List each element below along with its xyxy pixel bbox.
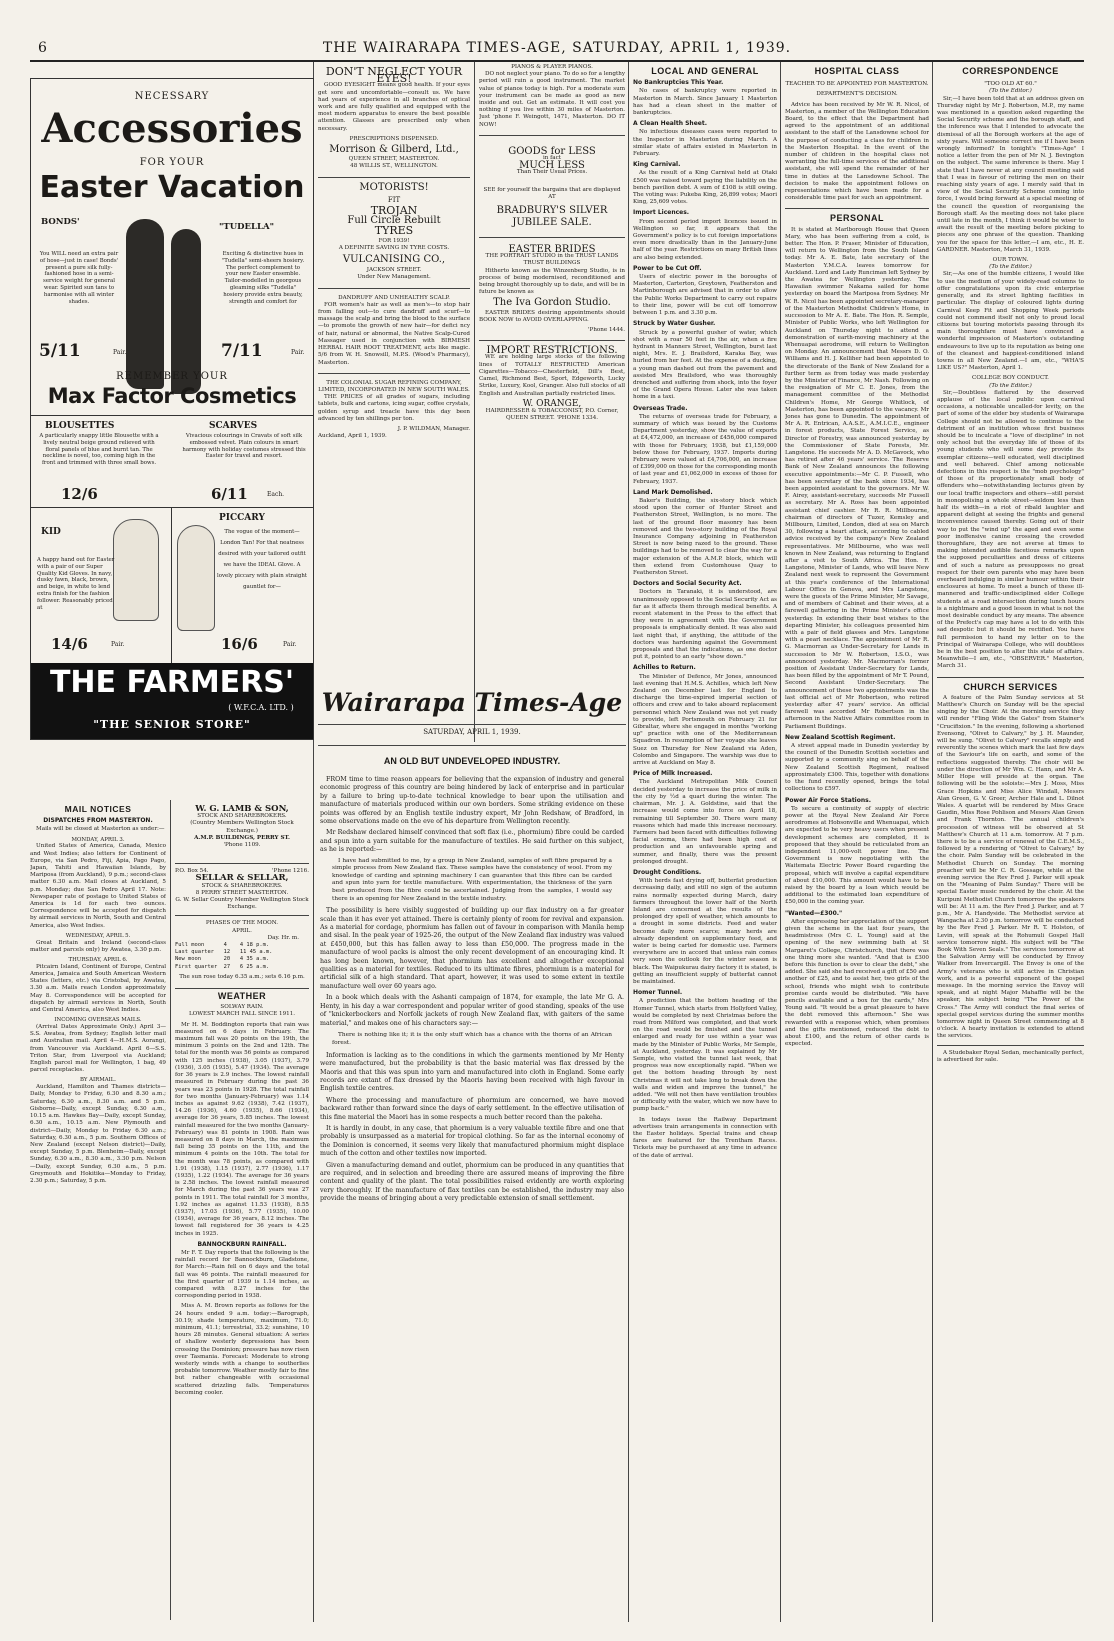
column-rule — [780, 62, 781, 1622]
personal-title: PERSONAL — [829, 213, 884, 224]
item-heading: Achilles to Return. — [633, 664, 696, 672]
letter-heading: OUR TOWN. — [992, 257, 1029, 264]
item-heading: Price of Milk Increased. — [633, 770, 713, 778]
mail-text: Great Britain and Ireland (second-class matter and parcels only) by Awatea, 3.30 p.m. — [30, 939, 166, 953]
church-title: CHURCH SERVICES — [963, 681, 1058, 692]
brokers-weather-column — [175, 802, 309, 1622]
bradbury-sale: BRADBURY'S SILVER JUBILEE SALE. — [496, 205, 608, 229]
lamb-phone: 'Phone 1109. — [223, 842, 261, 849]
stocking-leg-image — [171, 229, 201, 394]
editorial-body — [320, 776, 624, 1622]
mail-text: United States of America, Canada, Mexico and West Indies; also letters for Continent of Europe, via San Pedro, Fiji, Apia, Pago Pago, Japan, Tahiti and Hawaiian Islands, by Mariposa (from Auckland), 9 p.m.; second-class matter 6.30 a.m. Mail closes at Auckland, 5 p.m. Monday; due San Pedro April 17. Note: Newspaper rate of postage to United States of America is 1d for each two ounces. Correspondence will be accepted for dispatch by airmail services in North, South and Central America, also West Indies. — [30, 843, 166, 929]
moon-month: APRIL. — [232, 927, 252, 934]
weather-head2: LOWEST MARCH FALL SINCE 1911. — [188, 1011, 296, 1018]
editorial-paragraph: Information is lacking as to the conditions in which the garments mentioned by Mr Henty were manufactured, but the probability is that the basic material was flax dressed by the Maoris and that this was spun into yarn and manufactured into cloth in England. Some early records are extant of flax dressed by the Maoris having been received with high favour in English textile centres. — [320, 1051, 624, 1093]
scarves-heading: SCARVES — [209, 421, 258, 431]
price-unit: Pair. — [113, 349, 127, 356]
sellar-box: P.O. Box 54. — [175, 868, 209, 875]
item-heading: Overseas Trade. — [633, 404, 688, 412]
brides-text: Hitherto known as the Winzenberg Studio, is in process of being modernised, reconditioned and being brought thoroughly up to date, and will be in future be known as — [479, 267, 625, 296]
ad-accessories-title: Accessories — [41, 105, 303, 152]
letter-text: Sir,—I have been told that at an address given on Thursday night by Mr J. Robertson, M.P., my name was mentioned in a question asked regarding the Social Security scheme and the borough staff, and the inference was that I intended to advocate the dismissal of all the Borough workers at the age of sixty years. Will someone correct me if I have been wrongly informed? In tonight's "Times-Age" I notice a letter from the pen of Mr N. J. Bevington on the subject. The same inference is there. May I state that I have never at any council meeting said that I was in favour of retiring the men on their reaching sixty years of age. I merely said that in view of the Social Security Scheme coming into force, I would bring forward at a special meeting of the council the question of reorganising the Borough staff. As the meeting does not take place until late in the month, I think it would be wiser to await the result of the meeting before picking to pieces any one phrase of the question. Thanking you for the space for this letter,—I am, etc., H. E. GARDNER. Masterton, March 31, 1939. — [937, 95, 1084, 253]
fit-text: FIT — [387, 195, 401, 204]
weather-sub: SOLWAY RAIN. — [220, 1004, 264, 1011]
than-usual-text: Than Their Usual Prices. — [516, 169, 588, 176]
letter-text: Sir,—Doubtless flattered by the deserved applause of the local public upon carnival occasions, a noticeable uncalled-for levity, on the part of some of the elder boy students of Wairarapa College should not be allowed to continue to the detriment of an institution whose first business should be to inculcate a "love of discipline" in not only school but the everyday life of those of its young students who will some day provide its exemplar citizens—well educated, well disciplined and well behaved. Chief among noticeable defections in this respect is the "mob psychology" of those of its proportionately small body of offenders who—notwithstanding lectures given by our local traffic inspectors and others—still persist in monopolising a whole street—seldom less than half its width—in a riot of ribald laughter and apparent delight at seeing the frights and general inconvenience caused thereby. Going out of their way to put the "wind up" the aged and even some poor inoffensive canine crossing the crowded thoroughfare, they are not averse at times to making intended audible facetious remarks upon the supposed peculiarities and dress of citizens and of such a nature as presupposes no great respect for their own parents who may have been overheard indulging in similar humour within their enclosures at home. To meet a bunch of these ill-mannered and traffic-undisciplined elder College students at a road intersection during lunch hours is a nightmare and a good lesson in what is not the most desirable conduct by any means. The absence of the Prefect's cap may have a lot to do with this sad despotic but it should be rectified. You have full permission to hand my letter on to the Principal of Wairarapa College, who will doubtless be in the best position to alter this state of affairs. Meanwhile—I am, etc., "OBSERVER." Masterton, March 31. — [937, 389, 1084, 670]
editorial-headline: AN OLD BUT UNDEVELOPED INDUSTRY. — [383, 756, 561, 766]
editorial-paragraph: In a book which deals with the Ashanti campaign of 1874, for example, the late Mr G. A. Henty, in his day a war correspondent and popular writer of good standing, speaks of the use of "knickerbockers and Norfolk jackets of rough New Zealand flax, with gaiters of the same material," and makes one of his characters say:— — [320, 994, 624, 1027]
import-heading: IMPORT RESTRICTIONS. — [486, 345, 618, 357]
piano-heading: PIANOS & PLAYER PIANOS. — [511, 64, 593, 70]
divider — [171, 507, 172, 663]
item-heading: Struck by Water Gusher. — [633, 320, 716, 328]
farmers-wfca: ( W.F.C.A. LTD. ) — [228, 703, 294, 712]
tyres-text: TYRES — [374, 224, 414, 238]
morrison-queen-st: QUEEN STREET, MASTERTON. — [348, 156, 440, 163]
item-text: A prediction that the bottom heading of the Homer Tunnel, which starts from Hollyford Valley, would be completed by next Christmas before the road from Milford was completed, and that work on the road would be finished and the tunnel enlarged and ready for use within a year was made by the Minister of Public Works, Mr Semple, at Auckland, yesterday. It was explained by Mr Semple, who visited the tunnel last week, that progress was now exceptionally rapid. "When we get the bottom heading through by next Christmas it will not take long to break down the walls and widen and improve the tunnel," he added. "We will not then have ventilation troubles or difficulty with the water, which we now have to pump back." — [633, 998, 777, 1113]
blousettes-heading: BLOUSETTES — [45, 421, 115, 431]
ad-for-your: FOR YOUR — [139, 157, 205, 168]
jackson-street: JACKSON STREET. — [366, 267, 422, 274]
divider — [31, 415, 313, 416]
import-text: WE are holding large stocks of the following lines of TOTALLY RESTRICTED American Cigarettes—Tobacco—Chesterfield, Dill's Best, Camel, Richmond Best, Sport, Edgeworth, Lucky Strike, Luxury, Kool, Granger. Also full stocks of all English and Australian partially restricted lines. — [479, 354, 625, 397]
item-text: Users of electric power in the boroughs of Masterton, Carterton, Greytown, Featherston and Martinborough are advised that in order to allow the Public Works Department to carry out repairs to their line, power will be cut off tomorrow between 1 p.m. and 3.30 p.m. — [633, 274, 777, 317]
accessories-ad — [30, 78, 314, 740]
item-text: No cases of bankruptcy were reported in Masterton in March. Since January 1 Masterton has had a clean sheet in the matter of bankruptcies. — [633, 88, 777, 117]
to-editor: (To the Editor.) — [989, 382, 1032, 389]
price-unit: Each. — [267, 491, 285, 498]
item-heading: Drought Conditions. — [633, 868, 702, 876]
piano-text: DO not neglect your piano. To do so for a lengthy period will ruin a good instrument. The market value of pianos today is high. For a moderate sum your instrument can be made as good as new inside and out. Get an estimate. It will cost you nothing if you live within 30 miles of Masterton. Just 'phone F. Weingott, 1471, Masterton. DO IT NOW! — [479, 71, 625, 128]
item-text: From second period import licences issued in Wellington so far, it appears that the Government's policy is to cut foreign importations even more drastically than in the January-June half of the year. Restrictions on many British lines are also being extended. — [633, 218, 777, 261]
mail-day-heading: WEDNESDAY, APRIL 5. — [65, 932, 131, 939]
moon-row: First quarter 27 6 25 a.m. — [175, 963, 270, 970]
morrison-name: Morrison & Gilberd, Ltd., — [329, 144, 459, 156]
hospital-personal-column — [785, 64, 929, 1622]
lamb-title: W. G. LAMB & SON, — [195, 804, 289, 814]
sellar-sub: STOCK & SHAREBROKERS. — [201, 882, 283, 889]
mail-day-heading: MONDAY, APRIL 3. — [71, 836, 125, 843]
sugar-signature: J. P. WILDMAN, Manager. — [397, 425, 470, 432]
orange-sub: HAIRDRESSER & TOBACCONIST, P.O. Corner, QUEEN STREET. 'PHONE 1334. — [485, 407, 619, 422]
sugar-heading: THE COLONIAL SUGAR REFINING COMPANY, LIMITED, INCORPORATED IN NEW SOUTH WALES. — [318, 379, 470, 393]
ads-column-3 — [318, 64, 470, 742]
see-yourself-text: SEE for yourself the bargains that are displayed — [483, 186, 621, 193]
column-rule — [170, 800, 171, 1620]
item-heading: Homer Tunnel. — [633, 989, 683, 997]
tudella-description: Exciting & distinctive hues in "Tudella" semi-sheers hosiery. The perfect complement to your new Easter ensemble. Tailor-modelled in georgous gleaming silks "Tudella" hosiery provide extra beauty, strength and comfort for — [221, 251, 305, 305]
iva-gordon-studio: The Iva Gordon Studio. — [493, 297, 611, 309]
item-text: Baker's Building, the six-story block which stood upon the corner of Hunter Street and Featherston Street, Wellington, is no more. The last of the ground floor masonry has been removed and the two-story building of the Royal Insurance Company adjoining in Featherston Street is now being razed to the ground. These buildings had to be removed to clear the way for a major extension of the A.M.P. block, which will then extend from Customhouse Quay to Featherston Street. — [633, 497, 777, 576]
orange-name: W. ORANGE, — [522, 398, 582, 409]
trojan-text: TROJAN — [370, 204, 418, 218]
tudella-price: 7/11 — [221, 341, 263, 361]
in-fact-text: in fact — [543, 155, 561, 162]
church-text: A feature of the Palm Sunday services at St Matthew's Church on Sunday will be the special singing by the Choir. At the morning service they will render "Fling Wide the Gates" from Stainer's "Crucifixion." In the evening, following a shortened Evensong, "Olivet to Calvary," by J. H. Maunder, will be sung. "Olivet to Calvary" recalls simply and reverently the scenes which mark the last few days of the Saviour's life on earth, and some of the reflections suggested thereby. The choir will be under the direction of Mr Wm. C. Hann, and Mr A. Miller Hope will preside at the organ. The following will be the soloists:—Mrs J. Moss, Miss Grace Hopkins and Miss Alice Windall, Messrs Alan Green, G. V. Greer, Archer Hale and L. Dilnot Wales. A quartet will be rendered by Miss Grace Gaudin, Miss Rose Pohlison and Messrs Alan Green and Frank Thornton. The annual children's procession of witness will be observed at St Matthew's Church at 11 a.m. tomorrow. At 7 p.m. there is to be a service of renewal of the C.E.M.S., followed by a rendering of "Olivet to Calvary," by the choir. Palm Sunday will be celebrated in the Methodist Church on Sunday. The morning preacher will be Mr C. R. Gossage, while at the evening service the Rev Fred J. Parker will speak on the "Meaning of Palm Sunday." There will be special Easter music rendered by the choir. At the Kuripuni Methodist Church tomorrow the speakers will be: At 11 a.m. the Rev Fred J. Parker, and at 7 p.m., Mr A. Handyside. The Methodist service at Wangacha at 2.30 p.m. tomorrow will be conducted by the Rev Fred J. Parker. Mr R. T. Holston, of Levin, will speak at the Rohumuli Gospel Hall service tomorrow night. His subject will be "The Book With Seven Seals." The services tomorrow at the Salvation Army will be conducted by Envoy Walker from Invercargill. The Envoy is one of the Army's veterans who is still active in Christian work, and is a powerful exponent of the gospel message. In the morning service the Envoy will speak, and at night Major Mahaffie will be the speaker, his subject being "The Power of the Cross." The Army will conduct the final series of special gospel services during the summer months tomorrow night in Queen Street commencing at 8 o'clock. A hearty invitation is extended to attend the services. — [937, 694, 1084, 1040]
scarves-price: 6/11 — [211, 485, 248, 503]
blousettes-price: 12/6 — [61, 485, 98, 503]
max-factor-title: Max Factor Cosmetics — [47, 384, 297, 408]
scarves-description: Vivacious colourings in Cravats of soft silk embossed velvet. Plain colours in smart harmony with holiday costumes stressed this Easter for travel and resort. — [182, 433, 306, 460]
item-text: With herds fast drying off, butterfat production decreasing daily, and still no sign of the autumn rains normally expected during March, dairy farmers throughout the lower half of the North Island are concerned at the results of the prolonged dry spell of weather, which amounts to a drought in some districts. Feed and water become daily more scarce; many herds are already dependent on supplementary feed, and water is being carted for domestic use. Farmers everywhere are in accord that unless rain comes very soon the outlook for the winter season is black. The Waipukurau dairy factory it is stated, is getting an insufficient supply of butterfat cannot be maintained. — [633, 878, 777, 985]
item-text: The returns of overseas trade for February, a summary of which was issued by the Customs Department yesterday, show the value of exports at £4,472,000, an increase of £456,000 compared with those for February, 1938, but £1,159,000 below those for February, 1937. Imports during February were valued at £4,706,000, an increase of £399,000 on those for the corresponding month of last year and £1,062,000 in excess of those for February, 1937. — [633, 413, 777, 485]
much-less-text: MUCH LESS — [519, 160, 585, 172]
lamb-address: A.M.P. BUILDINGS, PERRY ST. — [194, 834, 290, 841]
wanted-heading: "Wanted—£300." — [785, 909, 843, 917]
piccary-price: 16/6 — [221, 635, 258, 653]
for-1939-text: FOR 1939! — [378, 237, 410, 244]
local-general-title: LOCAL AND GENERAL — [651, 66, 759, 76]
newspaper-nameplate: Wairarapa Times-Age — [321, 688, 623, 717]
mail-text: (Arrival Dates Approximate Only.) April 3—S.S. Awatea, from Sydney; English letter mail and Australian mail. April 4—H.M.S. Aorangi, from Vancouver via Auckland. April 6—S.S. Triton Star, from Liverpool via Auckland; English parcel mail for Wellington, 1 bag, 49 parcel receptacles. — [30, 1024, 166, 1074]
nameplate-block — [318, 684, 626, 744]
sun-times: The sun rose today 6.35 a.m.; sets 6.16 p.m. — [179, 973, 305, 980]
mail-text: Auckland, Hamilton and Thames districts—Daily, Monday to Friday, 6.30 and 8.30 a.m.; Saturday, 6.30 a.m., 8.30 a.m. and 5 p.m. Gisborne—Daily, except Sunday, 6.30 a.m., 10.15 a.m. Hawkes Bay—Daily, except Sunday, 6.30 a.m., 10.15 a.m. New Plymouth and district—Daily, Monday to Friday 6.30 a.m.; Saturday, 6.30 a.m., 5 p.m. Southern Offices of New Zealand (except Nelson district)—Daily, except Sunday, 5 p.m. Blenheim—Daily, except Sunday, 6.30 a.m., 8.30 a.m., 3.30 p.m. Nelson—Daily, except Sunday, 6.30 a.m., 5 p.m. Greymouth and Hokitika—Monday to Friday, 2.30 p.m.; Saturday, 5 p.m. — [30, 1084, 166, 1184]
farmers-banner — [31, 663, 313, 739]
motorists-heading: MOTORISTS! — [359, 181, 429, 193]
mail-text: Mails will be closed at Masterton as under:— — [36, 826, 165, 833]
letter-text: Sir,—As one of the humble citizens, I would like to use the medium of your widely-read columns to offer congratulations upon its civic enterprise generally, and its street lighting facilities in particular. The display of coloured lights during Carnival Keep Fit and Shopping Week periods could not commend itself not only to proud local citizens but touring motorists passing through its main thoroughfare must have convinced a wonderful impression of Masterton's outstanding endeavours to live up to its reputation as being one of the cleanest and happiest-conditioned inland towns in all New Zealand.—I am, etc., "WHA'S LIKE US?" Masterton, April 1. — [937, 271, 1084, 372]
editorial-paragraph: The possibility is here visibly suggested of building up our flax industry on a far greater scale than it has ever yet attained. There is certainly plenty of room for revival and expansion. As a material for cordage, phormium has fallen out of favour in comparison with Manila hemp and sisal. In the peak year of 1925-26, the output of the New Zealand flax industry was valued at £450,000, but this has fallen away to less than £50,000. The progress made in the manufacture of wool packs is almost the only recent development of an encouraging kind. It has long been known, however, that phormium has excellent and altogether exceptional qualities as a material for textiles. Reduced to its ultimate fibres, phormium is a material for artificial silk of a high standard. That apart, however, it was used to some extent in textile manufacture well over 60 years ago. — [320, 907, 624, 990]
vulcanising-name: VULCANISING CO., — [342, 254, 446, 266]
sellar-address: 8 PERRY STREET MASTERTON. — [195, 889, 289, 896]
moon-column-head: Day. Hr. m. — [267, 934, 299, 941]
column-rule — [628, 62, 629, 1622]
sellar-title: SELLAR & SELLAR, — [195, 873, 289, 884]
page-number: 6 — [38, 40, 47, 56]
hospital-title: HOSPITAL CLASS — [814, 66, 900, 76]
ad-easter-title: Easter Vacation — [39, 170, 305, 205]
item-text: As the result of a King Carnival held at Otaki £500 was raised toward paying the liability on the bench pavilion debt. A sum of £108 is still owing. The voting was: Pukeba King, 26,899 votes; Maori King, 25,609 votes. — [633, 170, 777, 206]
item-text: In todays issue the Railway Department advertises train arrangements in connection with the Easter holidays. Special trains and cheap fares are featured for the Trentham Races. Tickets may be purchased at any time in advance of the date of arrival. — [633, 1116, 777, 1159]
column-rule — [474, 62, 475, 742]
ad-necessary: NECESSARY — [134, 91, 210, 102]
editorial-paragraph: Where the processing and manufacture of phormium are concerned, we have moved backward rather than forward since the days of early settlement. In the effective utilisation of this fine material the Maori has in some respects a much better record than the pakeha. — [320, 1096, 624, 1121]
hospital-sub: TEACHER TO BE APPOINTED FOR MASTERTON. — [785, 81, 929, 88]
wanted-text: After expressing her appreciation of the support given the scheme in the last four years, the headmistress (Mrs C. L. Young) said at the opening of the new swimming bath at St Margaret's College, Christchurch, that there was one thing more she wanted. "And that is £300 before this function is over to clear the debt," she added. She said she had received a gift of £50 and another of £25, and to assist her, two girls of the school, friends who might wish to contribute promise cards would be distributed. "We have pencils available and a box for the cards," Mrs Young said. "It would be a great pleasure to have the debt removed this afternoon." She was rewarded with a response which, when promises and the gifts mentioned, reduced the debt to about £100, and the return of other cards is expected. — [785, 918, 929, 1048]
kid-heading: KID — [41, 527, 61, 537]
divider — [318, 745, 626, 746]
letter-heading: "TOO OLD AT 60." — [984, 81, 1037, 88]
airforce-text: To secure a continuity of supply of electric power at the Royal New Zealand Air Force aerodromes at Hobsonville and Whenuapai, which are expected to be very heavy users when present development schemes are completed, it is proposed that they should be reticulated from an independent 11,000-volt power line. The Government is now negotiating with the Waitemata Electric Power Board regarding the proposal, which will involve a capital expenditure of about £10,000. This amount would have to be raised by the board by a loan which would be additional to the estimated loan expenditure of £50,000 in the coming year. — [785, 805, 929, 906]
stocking-leg-image — [126, 219, 164, 389]
weather-text: Mr H. M. Boddington reports that rain was measured on 6 days in February. The maximum fall was 20 points on the 19th, the minimum 3 points on the 2nd and 12th. The total for the month was 56 points as compared with 125 inches (1938), 3.05 (1937), 3.79 (1936), 3.05 (1935), 5.47 (1934). The average for 36 years is 2.9 inches. The lowest rainfall measured in February during the past 36 years was 23 points in 1928. The total rainfall for two months (January-February) was 1.14 inches as against 9.62 (1938), 7.42 (1937), 14.26 (1936), 4.60 (1935), 8.66 (1934), average for 36 years, 5.85 inches. The lowest rainfall measured for the two months (January-February) was 81 points in 1908. Rain was measured on 8 days in March, the maximum fall being 35 points on the 11th, and the minimum 4 points on the 10th. The total for the month was 78 points, as compared with 1.91 (1938), 1.15 (1937), 2.77 (1936), 1.17 (1935), 1.22 (1934). The average for 36 years is 2.58 inches. The lowest rainfall measured for March during the past 36 years was 27 points in 1911. The total rainfall for 3 months, 1.92 inches as against 11.53 (1938), 8.55 (1937), 17.03 (1936), 5.77 (1935), 10.00 (1934), average for 36 years, 8.12 inches. The lowest fall registered for 36 years is 4.25 inches in 1925. — [175, 1021, 309, 1237]
goods-heading: GOODS for LESS — [508, 145, 596, 157]
brides-heading: EASTER BRIDES — [508, 244, 596, 256]
dominion-weather-text: Miss A. M. Brown reports as follows for the 24 hours ended 9 a.m. today:—Barograph, 30.19; shade temperature, maximum, 71.0; minimum, 41.1; terrestrial, 33.2; sunshine, 10 hours 28 minutes. General situation: A series of shallow westerly depressions has been crossing the Dominion; pressure has now risen over Tasmania. Forecast: Moderate to strong westerly winds with a change to southerlies probable tomorrow. Weather mostly fair to fine but rather changeable with occasional scattered drizzling falls. Temperatures becoming cooler. — [175, 1303, 309, 1396]
mail-day-heading: THURSDAY, APRIL 6. — [68, 957, 128, 964]
editorial-paragraph: Mr Redshaw declared himself convinced that soft flax (i.e., phormium) fibre could be carded and spun into a yarn suitable for the manufacture of textiles. He said further on this subject, as he is reported:— — [320, 829, 624, 854]
airforce-heading: Power Air Force Stations. — [785, 796, 871, 804]
editorial-quote: I have had submitted to me, by a group in New Zealand, samples of soft fibre prepared by a simple process from New Zealand flax. These samples have the consistency of wool. From my knowledge of carding and spinning machinery I can guarantee that this fibre can be carded and spun into yarn for textile manufacture. With experimentation, the thickness of the yarn best produced from the fibre could be ascertained. Judging from the samples, I would say there is an opening for New Zealand in the textile industry. — [332, 857, 612, 902]
item-heading: No Bankruptcies This Year. — [633, 79, 724, 87]
moon-row: Full moon 4 4 18 p.m. — [175, 942, 270, 949]
price-unit: Pair. — [291, 349, 305, 356]
hospital-sub2: DEPARTMENT'S DECISION. — [816, 91, 898, 98]
moon-row: Last quarter 12 11 45 a.m. — [175, 949, 273, 956]
sugar-text: THE PRICES of all grades of sugars, including tablets, bulk and cartons, icing sugar, coffee crystals, golden syrup and treacle have this day been advanced by ten shillings per ton. — [318, 394, 470, 422]
divider — [31, 507, 313, 508]
editorial-quote: There is nothing like it; it is the only stuff which has a chance with the thorns of an African forest. — [332, 1031, 612, 1047]
farmers-slogan: "THE SENIOR STORE" — [93, 718, 251, 731]
column-rule — [932, 62, 933, 1622]
price-unit: Pair. — [111, 641, 125, 648]
item-heading: A Clean Health Sheet. — [633, 120, 707, 128]
tudella-heading: "TUDELLA" — [219, 222, 274, 232]
item-text: Doctors in Taranaki, it is understood, are unanimously opposed to the Social Security Act as far as it affects them through medical benefits. A recent statement in the Press to the effect that they were in agreement with the Government proposals is emphatically denied. It was also said last night that, if anything, the attitude of the doctors was hardening against the Government proposals and that the indications, as one doctor put it, pointed to an early "show down." — [633, 589, 777, 661]
piccary-description: The vogue of the moment—London Tan! For that neatness desired with your tailored outfit we have the IDEAL Glove. A lovely piccary with plain straight gauntlet for— — [217, 529, 307, 590]
at-text: AT — [548, 193, 556, 200]
to-editor: (To the Editor.) — [989, 264, 1032, 271]
studio-phone: 'Phone 1444. — [588, 327, 625, 334]
remember-text: REMEMBER YOUR — [116, 371, 228, 382]
moon-row: New moon 20 4 35 a.m. — [175, 956, 270, 963]
brides-sub: THE PORTRAIT STUDIO in the TRUST LANDS TRUST BUILDINGS — [485, 253, 619, 267]
glove-image — [113, 519, 159, 621]
paper-date: SATURDAY, APRIL 1, 1939. — [318, 724, 626, 736]
correspondence-title: CORRESPONDENCE — [962, 66, 1059, 76]
item-heading: Land Mark Demolished. — [633, 488, 713, 496]
prescriptions-text: PRESCRIPTIONS DISPENSED. — [349, 135, 439, 142]
item-heading: Doctors and Social Security Act. — [633, 580, 742, 588]
bonds-heading: BONDS' — [41, 217, 80, 227]
masthead: THE WAIRARAPA TIMES-AGE, SATURDAY, APRIL 1, 1939. — [322, 40, 792, 56]
editorial-paragraph: FROM time to time reason appears for believing that the expansion of industry and general economic progress of this country are being hindered by lack of enterprise and in particular by a failure to bring up-to-date technical knowledge to bear upon the utilisation and manufacture of materials produced within our own borders. Some striking evidence on these points was offered by an English textile industry expert, Mr John Redshaw, of Bradford, in some observations made on the eve of his departure from Wellington recently. — [320, 776, 624, 826]
page-header — [30, 38, 1084, 62]
mail-day-heading: INCOMING OVERSEAS MAILS. — [54, 1017, 142, 1024]
to-editor: (To the Editor.) — [989, 88, 1032, 95]
mail-notices-column — [30, 802, 166, 1622]
item-text: The Auckland Metropolitan Milk Council decided yesterday to increase the price of milk in the city by ½d a quart during the winter. The chairman, Mr. J. A. Goldstine, said that the increase would come into force on April 18, remaining till September 30. There were many reasons which had made this increase necessary. Farmers had been faced with difficulties following facial eczema, there had been high cost of production and an unfavourable spring and summer, and finally, there was the present prolonged drought. — [633, 779, 777, 865]
bannockburn-text: Mr F. T. Day reports that the following is the rainfall record for Bannockburn, Gladstone, for March:—Rain fell on 6 days and the total fall was 46 points. The rainfall measured for the first quarter of 1939 is 1.14 inches, as compared with 8.27 inches for the corresponding period in 1938. — [175, 1249, 309, 1300]
farmers-name: THE FARMERS' — [49, 665, 295, 700]
morrison-willis-st: 48 WILLIS ST., WELLINGTON. — [350, 163, 438, 170]
item-heading: Import Licences. — [633, 209, 690, 217]
piccary-heading: PICCARY — [219, 513, 265, 523]
item-heading: Power to be Cut Off. — [633, 264, 702, 272]
mail-title: MAIL NOTICES — [64, 804, 132, 814]
mail-subheading: DISPATCHES FROM MASTERTON. — [43, 817, 153, 825]
editorial-paragraph: Given a manufacturing demand and outlet, phormium can be produced in any quantities that are required, and in selection and breeding there are assured means of improving the fibre content and quality of the plant. The total possibilities raised evidently are worth exploring very thoroughly. If the manufacture of flax textiles can be established, the industry may also provide the means of bringing about a very predictable extension of small settlement. — [320, 1161, 624, 1203]
neglect-heading: DON'T NEGLECT YOUR EYES! — [325, 65, 463, 86]
lamb-sub: STOCK AND SHAREBROKERS. — [197, 813, 287, 820]
blousettes-description: A particularly snappy little Blousette with a lively neutral beige ground relieved with floral panels of blue and burnt tan. The neckline is novel, too, coming high in the front and trimmed with three small bows. — [39, 433, 159, 467]
bannockburn-heading: BANNOCKBURN RAINFALL. — [197, 1240, 287, 1248]
mail-day-heading: BY AIRMAIL. — [79, 1077, 117, 1084]
ads-column-4 — [479, 64, 625, 684]
saving-text: A DEFINITE SAVING IN TYRE COSTS. — [338, 244, 450, 251]
editorial-paragraph: It is hardly in doubt, in any case, that phormium is a very valuable textile fibre and one that probably is unsurpassed as a material for tropical clothing. So far as the internal economy of the Dominion is concerned, it seems very likely that manufactured phormium might displace much of the cotton and other textiles now imported. — [320, 1124, 624, 1158]
bonds-description: You WILL need an extra pair of hose—just in case! Bonds' present a pure silk fully-fashioned hose in a semi-service weight for general wear. Spirited sun tans to harmonise with all winter shades. — [39, 251, 119, 305]
bonds-price: 5/11 — [39, 341, 81, 361]
lamb-sub2: (Country Members Wellington Stock Exchange.) — [190, 820, 294, 834]
price-unit: Pair. — [283, 641, 297, 648]
new-management: Under New Management. — [357, 274, 431, 281]
studebaker-notice: A Studebaker Royal Sedan, mechanically perfect, is advertised for sale. — [937, 1049, 1084, 1063]
sellar-note: G. W. Sellar Country Member Wellington Stock Exchange. — [175, 897, 309, 911]
correspondence-church-column — [937, 64, 1084, 1622]
mail-text: Pitcairn Island, Continent of Europe, Central America, Jamaica and South American Western States (letters, etc.) via Cristobal, by Awatea, 3.30 a.m. Mails reach London approximately May 8. Correspondence will be accepted for dispatch by airmail services in North, South and Central America, also West Indies. — [30, 963, 166, 1014]
item-text: Struck by a powerful gusher of water, which shot with a roar 50 feet in the air, when a fire hydrant in Manners Street, Wellington, burst last night, Mrs. E. J. Brailsford, Karaka Bay, was hurled from her feet. At the expense of a ducking, a young man dashed out from the pavement and assisted Mrs Brailsford, who was thoroughly drenched and suffering from shock, into the foyer of the Grand Opera House. Later she was taken home in a taxi. — [633, 329, 777, 401]
personal-text: It is stated at Marlborough House that Queen Mary, who has been suffering from a cold, is better. The Hon. P. Fraser, Minister of Education, will return to Wellington from the South Island today. Mr A. E. Bate, late secretary of the Masterton Y.M.C.A. leaves tomorrow for Auckland. Lord and Lady Runciman left Sydney by the Awatea for Wellington yesterday. The Hawaiian swimmer Nakama sailed for home yesterday on board the Mariposa from Sydney. Mr W. R. Nicol has been appointed secretary-manager of the Masterton Methodist Children's Home, in succession to Mr A. E. Bate. The Hon. R. Semple, Minister of Public Works, who left Wellington for Auckland on Thursday night to attend a demonstration of earth-moving machinery at the Whenuapai aerodrome, will return to Wellington on Monday. An announcement that Messrs D. O. Williams and H. J. Kelliher had been appointed to the directorate of the Bank of New Zealand for a further term as from today was made yesterday by the Minister of Finance, Mr Nash. Following on the resignation of Mr C. E. Jones, from the management committee of the Methodist Children's Home, Mr George Whitlock, of Masterton, has been appointed to the vacancy. Mr Jones has gone to Dunedin. The appointment of Mr A. R. Entrican, A.A.S.E., A.M.I.C.E., engineer in forest products, State Forest Service, as Director of Forestry, was announced yesterday by the Commissioner of State Forests, Mr. Langstone. He succeeds Mr A. D. McGavock, who has retired after 46 years' service. The Reserve Bank of New Zealand announces the following executive appointments:—Mr C. P. Fussell, who has been secretary of the bank since 1934, has been appointed assistant to the governors. Mr W. F. Airey, assistant-secretary, succeeds Mr Fussell as secretary. Mr A. Ross has been appointed assistant chief cashier. Mr R. R. Millbourne, chairman of directors of Tuzer, Kemsley and Millbourn, Limited, London, died at sea on March 30, following a heart attack, according to cabled advice received by the company's New Zealand representatives. Mr Millbourne, who was well known in New Zealand, was returning to England after a visit to South Africa. The Hon. F. Langstone, Minister of Lands, who will leave New Zealand next week to represent the Government at this year's conference of the International Labour Office in Geneva, and Mrs Langstone, were the guests of the Prime Minister, Mr Savage, and of members of Cabinet and their wives, at a farewell gathering in the Prime Minister's office yesterday. In extending their best wishes to the departing Minister, his colleagues presented him with a pair of field glasses and Mrs. Langstone with a pearl necklace. The appointment of Mr R. G. Macmorran as Under-Secretary for Lands in succession to Mr W. Robertson, I.S.O., was announced yesterday. Mr. Macmorran's former position of Assistant Under-Secretary for Lands, has been filled by the appointment of Mr T. Pound, Second Assistant Under-Secretary. The announcement of these two appointments was the last official act of Mr Robertson, who retired yesterday after 47 years' service. An official farewell was accorded Mr Robertson in the afternoon in the Native Affairs committee room in Parliament Buildings. — [785, 226, 929, 730]
sellar-phone: 'Phone 1216. — [272, 868, 309, 875]
kid-description: A happy hand out for Easter with a pair of our Super Quality Kid Gloves. In navy, dusky fawn, black, brown, and beige, in white to lend extra finish for the fashion follower. Reasonably priced at — [37, 557, 115, 611]
hospital-text: Advice has been received by Mr W. R. Nicol, of Masterton, a member of the Wellington Education Board, to the effect that the Department had agreed to the appointment of an additional assistant to the staff of the Lansdowne school for the purpose of conducting a class for children in the Masterton Hospital. In the event of the number of children in the hospital class not warranting the full-time services of the additional assistant, she will spend the remainder of her time in duties at the Lansdowne School. The decision to make the appointment follows on representations which have been made for a considerable time past for such an appointment. — [785, 101, 929, 202]
dandruff-heading: DANDRUFF AND UNHEALTHY SCALP. — [338, 294, 450, 301]
weather-title: WEATHER — [217, 991, 267, 1002]
item-heading: King Carnival. — [633, 161, 681, 169]
neglect-text: GOOD EYESIGHT means good health. If your eyes get sore and uncomfortable—consult us. We have had years of experience in all branches of optical work and are fully qualified and equipped with the most modern apparatus to ensure the best possible attention. Glasses are prescribed only when necessary. — [318, 82, 470, 132]
local-general-column — [633, 64, 777, 1622]
glove-image — [177, 525, 215, 631]
scottish-heading: New Zealand Scottish Regiment. — [785, 733, 896, 741]
scottish-text: A street appeal made in Dunedin yesterday by the council of the Dunedin Scottish societies and supported by a community sing on behalf of the New Zealand Scottish Regiment, realised approximately £300. This, together with donations to the fund recently opened, brings the total collections to £597. — [785, 743, 929, 793]
full-circle-text: Full Circle Rebuilt — [347, 215, 441, 227]
sugar-date: Auckland, April 1, 1939. — [318, 433, 387, 440]
letter-heading: COLLEGE BOY CONDUCT. — [972, 375, 1049, 382]
brides-text: EASTER BRIDES desiring appointments should BOOK NOW to AVOID OVERLAPPING. — [479, 309, 625, 323]
dandruff-text: FOR women's hair as well as men's—to stop hair from falling out—to cure dandruff and scurf—to massage the scalp and bring the blood to the surface—to promote the growth of new hair—for defici ncy of hair, natural or abnormal, the Native Scalp-Cured Massager used in conjunction with BIRMESH HERBAL HAIR ROOT TREATMENT, acts like magic. 5/6 from W. H. Snowsill, M.P.S. (Wood's Pharmacy), Masterton. — [318, 301, 470, 366]
kid-price: 14/6 — [51, 635, 88, 653]
moon-title: PHASES OF THE MOON. — [205, 920, 279, 927]
item-text: The Minister of Defence, Mr Jones, announced last evening that H.M.S. Achilles, which left New Zealand on December last for England to discharge the time-expired imperial section of officers and crew and to take aboard replacement personnel which New Zealand was not yet ready to provide, left Portsmouth on February 21 for Gibraltar, where she engaged in months "working up" practice with one of the Mediterranean Squadron. In resumption of her voyage she leaves Suez on Thursday for New Zealand via Aden, Colombo and Singapore. The warship was due to arrive at Auckland on May 8. — [633, 673, 777, 767]
item-text: No infectious diseases cases were reported to the Inspector in Masterton during March. A similar state of affairs existed in Masterton in February. — [633, 129, 777, 158]
